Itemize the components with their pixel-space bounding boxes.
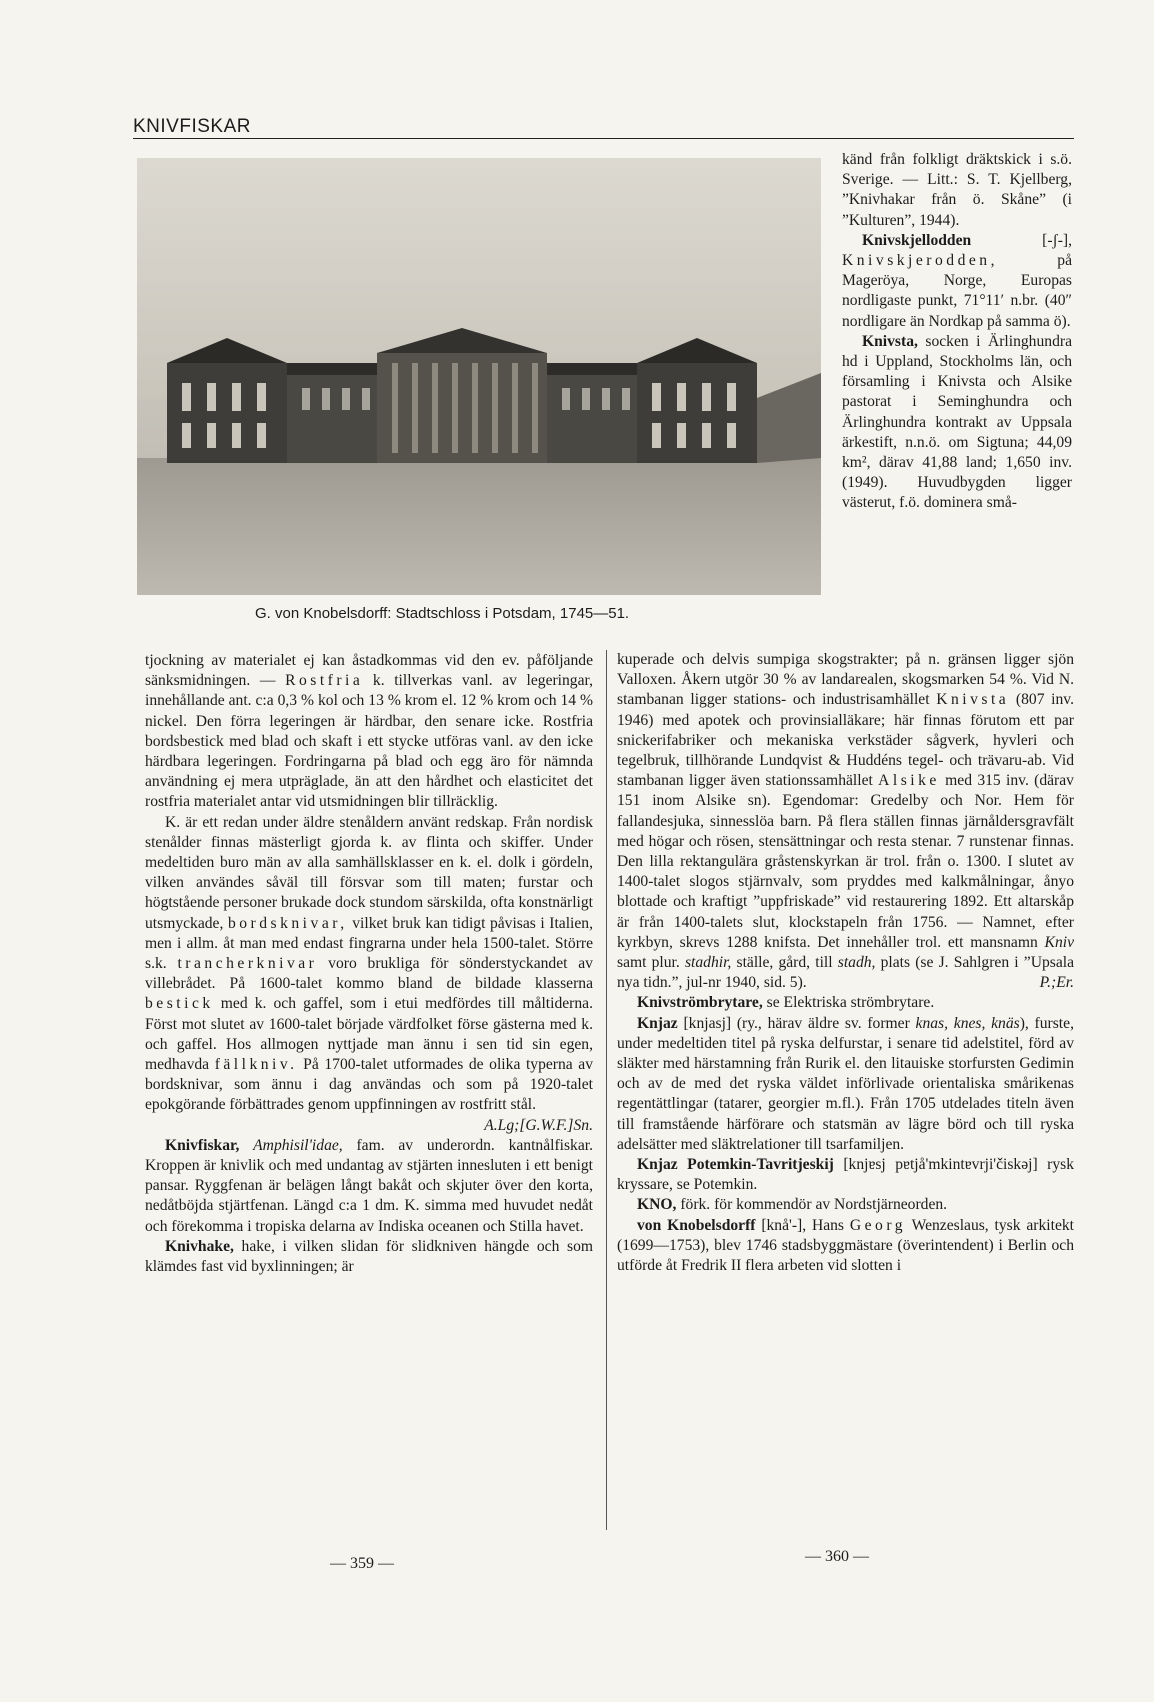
- entry-knjaz: Knjaz [knjasj] (ry., härav äldre sv. former knas, knes, knäs), furste, under medeltiden titel på ryska delfurstar, i senare tid adelstitel, förd av släkter med härstamning från Rurik el. den litauiske storfursten Gedimin och av de med det ryska väldet införlivade orientaliska smårikenas regentättlingar (tatarer, georgier m.fl.). Från 1705 utdelades titeln även till framstående härförare och statsmän av lägre börd och till ryska adelsätter med släktrelationer till tsarfamiljen.: [617, 1014, 1074, 1153]
- knivsta-continuation: kuperade och delvis sumpiga skogstrakter; på n. gränsen ligger sjön Valloxen. Åkern utgör 30 % av landarealen, skogsmarken 54 %. Vid N. stambanan ligger stations- och industrisamhället Knivsta (807 inv. 1946) med apotek och provinsialläkare; här finnas förutom ett par snickerifabriker och mekaniska verkstäder sågverk, hyvleri och tegelbruk, tillhörande Lundqvist & Huddéns tegel- och trävaru-ab. Vid stambanan ligger även stationssamhället Alsike med 315 inv. (därav 151 inom Alsike sn). Egendomar: Gredelby och Nor. Hem för fallandesjuka, sinnesslöa barn. På flera ställen finnas järnåldersgravfält med högar och rösen, stensättningar och resta stenar. 7 runstenar finnas. Den lilla rektangulära gråstenskyrkan är trol. från o. 1300. I slutet av 1400-talet slogos stjärnvalv, som pryddes med kalkmålningar, ånyo blottade och kraftigt ”uppfriskade” vid restaurering 1892. Ett altarskåp är från 1400-talets slut, klockstapeln från 1756. — Namnet, efter kyrkbyn, skrevs 1288 knifsta. Det innehåller trol. ett mansnamn Kniv samt plur. stadhir, ställe, gård, till stadh, plats (se J. Sahlgren i ”Upsala nya tidn.”, jul-nr 1940, sid. 5). P.;Er.: [617, 651, 1075, 992]
- entry-von-knobelsdorff: von Knobelsdorff [knå'-], Hans Georg Wenzeslaus, tysk arkitekt (1699—1753), blev 1746 stadsbyggmästare (överintendent) i Berlin och utförde åt Fredrik II flera arbeten vid slotten i: [617, 1216, 1074, 1275]
- page-number-right: — 360 —: [805, 1548, 869, 1565]
- rostfria-paragraph: tjockning av materialet ej kan åstadkommas vid den ev. påföljande sänksmidningen. — Rostfria k. tillverkas vanl. av legeringar, innehållande ant. c:a 0,3 % kol och 13 % krom el. 12 % krom och 14 % nickel. Den förra legeringen är härdbar, den senare icke. Rostfria bordsbestick med blad och skaft i ett stycke utföras vanl. av den icke härdbara legeringen. Fordringarna på blad och egg äro för nämnda användning ej mera utpräglade, än att den hårdhet och elasticitet det rostfria materialet antar vid utsmidningen blir tillräcklig.: [145, 652, 593, 811]
- entry-knivsta: Knivsta, socken i Ärlinghundra hd i Uppland, Stockholms län, och församling i Knivsta och Alsike pastorat i Seminghundra och Ärlinghundra kontrakt av Uppsala ärkestift, n.n.ö. om Sigtuna; 44,09 km², därav 41,88 land; 1,650 inv. (1949). Huvudbygden ligger västerut, f.ö. dominera små-: [842, 332, 1072, 512]
- entry-knivhake: Knivhake, hake, i vilken slidan för slidkniven hängde och som klämdes fast vid byxlinningen; är: [145, 1237, 593, 1276]
- history-paragraph: K. är ett redan under äldre stenåldern använt redskap. Från nordisk stenålder finnas mästerligt gjorda k. av flinta och skiffer. Under medeltiden buro män av alla samhällsklasser en k. el. dolk i gördeln, vilken användes såväl till försvar som till maten; furstar och högtstående personer brukade dock stundom särskilda, ofta konstnärligt utsmyckade, bordsknivar, vilket bruk kan tidigt påvisas i Italien, men i allm. åt man med endast fingrarna under hela 1500-talet. Större s.k. trancherknivar voro brukliga för sönderstyckandet av villebrådet. På 1600-talet kommo bland de bildade klasserna bestick med k. och gaffel, som i etui medfördes till måltiderna. Först mot slutet av 1600-talet började värdfolket förse gästerna med k. och gaffel. Hos allmogen nyttjade man ännu i sen tid sin egen, medhavda fällkniv. På 1700-talet utformades de olika typerna av bordsknivar, som ännu i dag användas och som på 1920-talet epokgörande förbättrades genom uppfinningen av rostfritt stål. A.Lg;[G.W.F.]Sn.: [145, 813, 594, 1134]
- figure-caption: G. von Knobelsdorff: Stadtschloss i Potsdam, 1745—51.: [255, 605, 630, 622]
- running-header: KNIVFISKAR: [133, 116, 251, 137]
- page-number-left: — 359 —: [330, 1555, 394, 1572]
- entry-knivskjellodden: Knivskjellodden [-ʃ-], Knivskjerodden, på Mageröya, Norge, Europas nordligaste punkt, 71°11′ n.br. (40″ nordligare än Nordkap på samma ö).: [842, 231, 1072, 330]
- knivhake-continuation: känd från folkligt dräktskick i s.ö. Sverige. — Litt.: S. T. Kjellberg, ”Knivhakar från ö. Skåne” (i ”Kulturen”, 1944).: [842, 151, 1072, 229]
- entry-knivstrombrytare: Knivströmbrytare, se Elektriska strömbrytare.: [637, 994, 935, 1012]
- entry-kno: KNO, förk. för kommendör av Nordstjärneorden.: [637, 1196, 948, 1214]
- left-column: [145, 651, 593, 1277]
- entry-knivfiskar: Knivfiskar, Amphisil'idae, fam. av underordn. kantnålfiskar. Kroppen är knivlik och med undantag av stjärten innesluten i ett benigt pansar. Ryggfenan är belägen långt bakåt och skjuter över den korta, nedåtböjda stjärtfenan. Längd c:a 1 dm. K. simma med huvudet nedåt och förekomma i tropiska delarna av Indiska oceanen och Stilla havet.: [145, 1136, 594, 1235]
- right-column-bottom: [617, 650, 1074, 1276]
- header-rule: [133, 138, 1074, 139]
- entry-knjaz-potemkin: Knjaz Potemkin-Tavritjeskij [knjɐsj pɐtjå'mkintɐvrji'čiskəj] rysk kryssare, se Potemkin.: [617, 1156, 1074, 1194]
- column-divider: [606, 650, 607, 1530]
- palace-photo: [137, 158, 821, 595]
- right-column-top: [842, 150, 1072, 514]
- palace-illustration: [137, 158, 821, 595]
